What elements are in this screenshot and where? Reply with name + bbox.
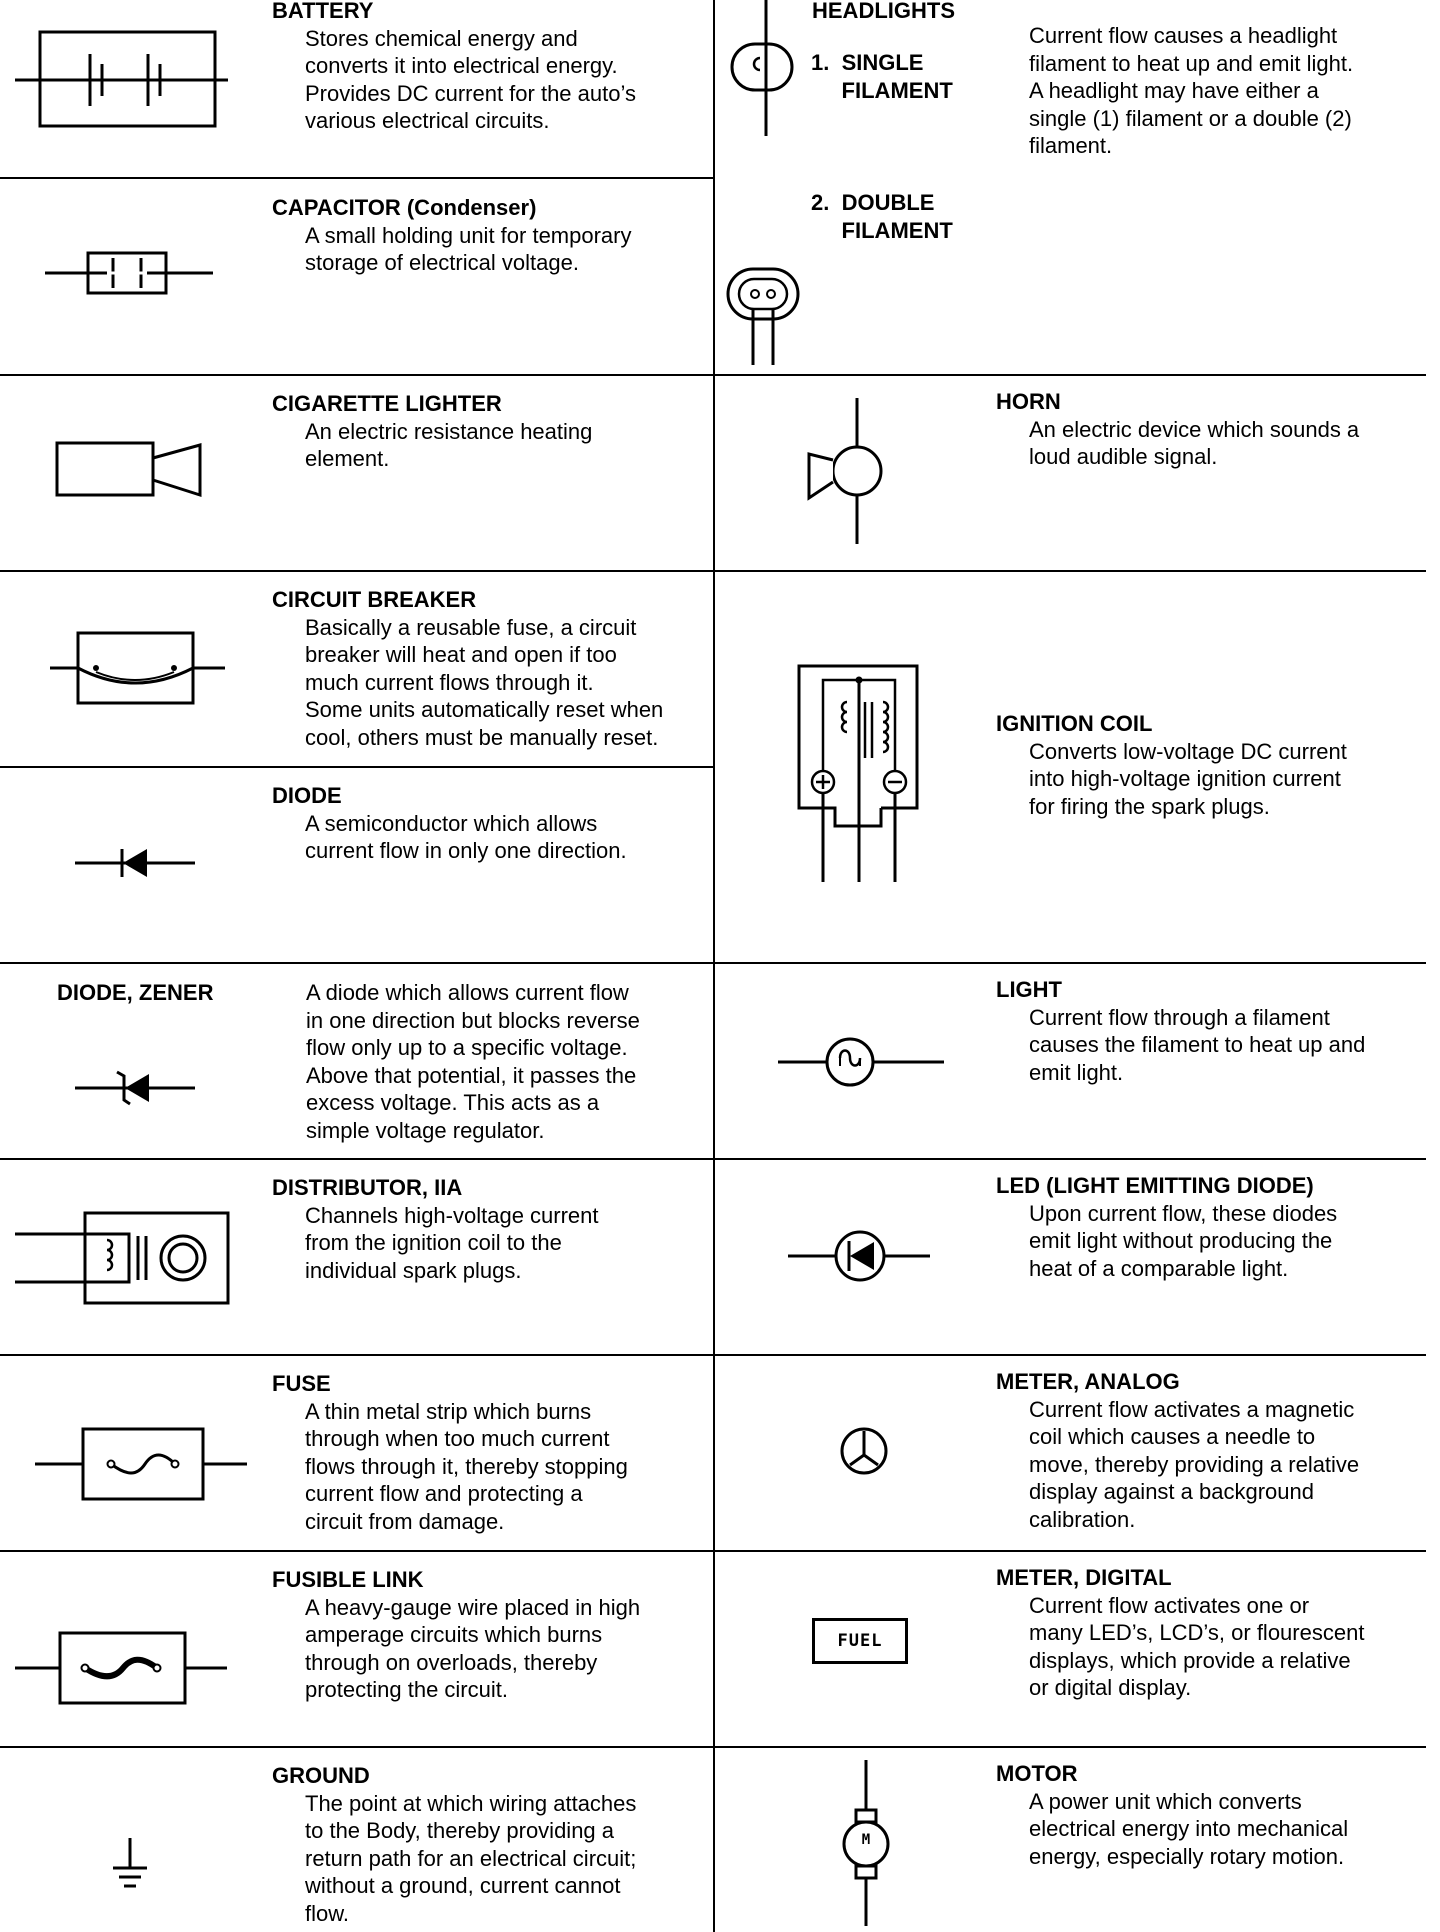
capacitor-symbol-icon bbox=[45, 248, 215, 298]
distributor-entry bbox=[272, 1174, 712, 1284]
row-divider bbox=[0, 1746, 1426, 1748]
led-desc-2: emit light without producing the bbox=[1029, 1228, 1333, 1254]
double-filament-label-wrap bbox=[811, 189, 953, 244]
ground-desc-5: flow. bbox=[305, 1900, 350, 1926]
headlights-desc-1: Current flow causes a headlight bbox=[1029, 23, 1338, 48]
row-divider bbox=[0, 766, 713, 768]
capacitor-desc-2: storage of electrical voltage. bbox=[305, 250, 579, 276]
horn-desc-2: loud audible signal. bbox=[1029, 444, 1218, 470]
fusible-link-title: FUSIBLE LINK bbox=[272, 1567, 424, 1592]
analog-meter-desc-4: display against a background bbox=[1029, 1479, 1314, 1505]
battery-title: BATTERY bbox=[272, 0, 374, 23]
fuse-symbol-icon bbox=[35, 1424, 250, 1504]
row-divider bbox=[0, 177, 713, 179]
row-divider bbox=[0, 374, 1426, 376]
analog-meter-symbol-icon bbox=[838, 1425, 890, 1477]
row-divider bbox=[0, 1354, 1426, 1356]
capacitor-desc-1: A small holding unit for temporary bbox=[305, 222, 632, 248]
diode-entry bbox=[272, 782, 712, 865]
digital-meter-label: FUEL bbox=[837, 1631, 883, 1651]
motor-desc-1: A power unit which converts bbox=[1029, 1788, 1302, 1814]
motor-title: MOTOR bbox=[996, 1761, 1078, 1786]
fusible-link-entry bbox=[272, 1566, 712, 1704]
horn-desc-1: An electric device which sounds a bbox=[1029, 416, 1360, 442]
fusible-link-desc-1: A heavy-gauge wire placed in high bbox=[305, 1594, 641, 1620]
ground-desc-1: The point at which wiring attaches bbox=[305, 1790, 637, 1816]
zener-desc-1: A diode which allows current flow bbox=[306, 980, 629, 1005]
ignition-coil-entry bbox=[996, 710, 1426, 820]
headlights-desc-3: A headlight may have either a bbox=[1029, 78, 1319, 104]
distributor-symbol-icon bbox=[15, 1208, 235, 1308]
light-desc-2: causes the filament to heat up and bbox=[1029, 1032, 1366, 1058]
light-desc-3: emit light. bbox=[1029, 1059, 1124, 1085]
diode-title: DIODE bbox=[272, 783, 342, 808]
diode-symbol-icon bbox=[75, 845, 200, 881]
horn-symbol-icon bbox=[805, 398, 900, 546]
digital-meter-desc-2: many LED’s, LCD’s, or flourescent bbox=[1029, 1620, 1365, 1646]
horn-entry bbox=[996, 388, 1426, 471]
single-filament-headlight-icon bbox=[728, 0, 798, 138]
single-filament-label-wrap bbox=[811, 49, 953, 104]
zener-desc-3: flow only up to a specific voltage. bbox=[306, 1035, 628, 1061]
digital-meter-symbol bbox=[812, 1618, 908, 1664]
row-divider bbox=[0, 1550, 1426, 1552]
analog-meter-entry bbox=[996, 1368, 1426, 1534]
zener-diode-symbol-icon bbox=[75, 1068, 200, 1108]
fuse-desc-5: circuit from damage. bbox=[305, 1508, 505, 1534]
analog-meter-title: METER, ANALOG bbox=[996, 1369, 1180, 1394]
light-desc-1: Current flow through a filament bbox=[1029, 1004, 1330, 1030]
ground-symbol-icon bbox=[110, 1838, 150, 1894]
distributor-desc-2: from the ignition coil to the bbox=[305, 1230, 562, 1256]
row-divider bbox=[0, 962, 1426, 964]
motor-entry bbox=[996, 1760, 1426, 1870]
headlights-desc-4: single (1) filament or a double (2) bbox=[1029, 105, 1352, 131]
ignition-coil-desc-1: Converts low-voltage DC current bbox=[1029, 738, 1347, 764]
circuit-breaker-desc-3: much current flows through it. bbox=[305, 669, 594, 695]
circuit-breaker-entry bbox=[272, 586, 712, 752]
circuit-breaker-desc-5: cool, others must be manually reset. bbox=[305, 724, 659, 750]
fusible-link-symbol-icon bbox=[15, 1628, 230, 1708]
ground-desc-3: return path for an electrical circuit; bbox=[305, 1845, 637, 1871]
cigarette-lighter-desc-2: element. bbox=[305, 446, 390, 472]
diode-desc-2: current flow in only one direction. bbox=[305, 838, 627, 864]
ground-title: GROUND bbox=[272, 1763, 370, 1788]
cigarette-lighter-entry bbox=[272, 390, 712, 473]
fusible-link-desc-2: amperage circuits which burns bbox=[305, 1622, 603, 1648]
analog-meter-desc-2: coil which causes a needle to bbox=[1029, 1424, 1316, 1450]
fuse-desc-3: flows through it, thereby stopping bbox=[305, 1453, 628, 1479]
distributor-desc-3: individual spark plugs. bbox=[305, 1257, 522, 1283]
column-divider bbox=[713, 0, 715, 1932]
led-desc-1: Upon current flow, these diodes bbox=[1029, 1200, 1338, 1226]
zener-desc-4: Above that potential, it passes the bbox=[306, 1062, 637, 1088]
fuse-title: FUSE bbox=[272, 1371, 331, 1396]
headlights-title-wrap bbox=[812, 0, 955, 25]
circuit-breaker-desc-4: Some units automatically reset when bbox=[305, 697, 664, 723]
horn-title: HORN bbox=[996, 389, 1061, 414]
zener-title-wrap bbox=[57, 979, 213, 1007]
digital-meter-title: METER, DIGITAL bbox=[996, 1565, 1172, 1590]
zener-entry bbox=[306, 979, 706, 1145]
ignition-coil-symbol-icon bbox=[795, 662, 925, 884]
light-title: LIGHT bbox=[996, 977, 1062, 1002]
row-divider bbox=[0, 1158, 1426, 1160]
battery-desc-3: Provides DC current for the auto’s bbox=[305, 80, 636, 106]
fuse-desc-1: A thin metal strip which burns bbox=[305, 1398, 592, 1424]
digital-meter-desc-4: or digital display. bbox=[1029, 1675, 1192, 1701]
battery-symbol-icon bbox=[10, 28, 230, 132]
headlights-desc-2: filament to heat up and emit light. bbox=[1029, 50, 1354, 76]
cigarette-lighter-symbol-icon bbox=[55, 440, 205, 500]
circuit-breaker-title: CIRCUIT BREAKER bbox=[272, 587, 477, 612]
zener-desc-5: excess voltage. This acts as a bbox=[306, 1090, 600, 1116]
cigarette-lighter-desc-1: An electric resistance heating bbox=[305, 418, 593, 444]
led-entry bbox=[996, 1172, 1426, 1282]
battery-desc-4: various electrical circuits. bbox=[305, 108, 550, 134]
circuit-breaker-symbol-icon bbox=[50, 628, 230, 708]
motor-label-wrap bbox=[855, 1832, 877, 1848]
cigarette-lighter-title: CIGARETTE LIGHTER bbox=[272, 391, 502, 416]
capacitor-title: CAPACITOR (Condenser) bbox=[272, 195, 537, 220]
distributor-title: DISTRIBUTOR, IIA bbox=[272, 1175, 463, 1200]
led-title: LED (LIGHT EMITTING DIODE) bbox=[996, 1173, 1314, 1198]
motor-label: M bbox=[861, 1832, 871, 1848]
capacitor-entry bbox=[272, 194, 712, 277]
fusible-link-desc-4: protecting the circuit. bbox=[305, 1677, 508, 1703]
distributor-desc-1: Channels high-voltage current bbox=[305, 1202, 599, 1228]
led-symbol-icon bbox=[788, 1228, 933, 1284]
row-divider bbox=[0, 570, 1426, 572]
battery-entry bbox=[272, 0, 712, 135]
zener-desc-6: simple voltage regulator. bbox=[306, 1117, 545, 1143]
motor-desc-3: energy, especially rotary motion. bbox=[1029, 1843, 1345, 1869]
zener-title: DIODE, ZENER bbox=[57, 980, 214, 1005]
digital-meter-desc-1: Current flow activates one or bbox=[1029, 1592, 1310, 1618]
fusible-link-desc-3: through on overloads, thereby bbox=[305, 1649, 598, 1675]
ignition-coil-desc-3: for firing the spark plugs. bbox=[1029, 793, 1270, 819]
digital-meter-desc-3: displays, which provide a relative bbox=[1029, 1647, 1351, 1673]
circuit-breaker-desc-2: breaker will heat and open if too bbox=[305, 642, 617, 668]
analog-meter-desc-5: calibration. bbox=[1029, 1506, 1136, 1532]
circuit-breaker-desc-1: Basically a reusable fuse, a circuit bbox=[305, 614, 637, 640]
digital-meter-entry bbox=[996, 1564, 1426, 1702]
light-symbol-icon bbox=[778, 1036, 946, 1088]
fuse-entry bbox=[272, 1370, 712, 1536]
ignition-coil-title: IGNITION COIL bbox=[996, 711, 1153, 736]
motor-desc-2: electrical energy into mechanical bbox=[1029, 1816, 1349, 1842]
zener-desc-2: in one direction but blocks reverse bbox=[306, 1007, 640, 1033]
fuse-desc-2: through when too much current bbox=[305, 1426, 610, 1452]
single-filament-label: 1. SINGLE FILAMENT bbox=[811, 50, 953, 103]
battery-desc-1: Stores chemical energy and bbox=[305, 25, 578, 51]
analog-meter-desc-3: move, thereby providing a relative bbox=[1029, 1451, 1360, 1477]
light-entry bbox=[996, 976, 1426, 1086]
ground-desc-2: to the Body, thereby providing a bbox=[305, 1818, 615, 1844]
ground-entry bbox=[272, 1762, 712, 1928]
analog-meter-desc-1: Current flow activates a magnetic bbox=[1029, 1396, 1355, 1422]
led-desc-3: heat of a comparable light. bbox=[1029, 1255, 1289, 1281]
diode-desc-1: A semiconductor which allows bbox=[305, 810, 598, 836]
double-filament-headlight-icon bbox=[725, 265, 805, 367]
headlights-entry bbox=[1029, 22, 1429, 160]
fuse-desc-4: current flow and protecting a bbox=[305, 1481, 583, 1507]
ignition-coil-desc-2: into high-voltage ignition current bbox=[1029, 766, 1341, 792]
headlights-desc-5: filament. bbox=[1029, 133, 1113, 159]
headlights-title: HEADLIGHTS bbox=[812, 0, 955, 23]
battery-desc-2: converts it into electrical energy. bbox=[305, 53, 618, 79]
double-filament-label: 2. DOUBLE FILAMENT bbox=[811, 190, 953, 243]
ground-desc-4: without a ground, current cannot bbox=[305, 1873, 621, 1899]
